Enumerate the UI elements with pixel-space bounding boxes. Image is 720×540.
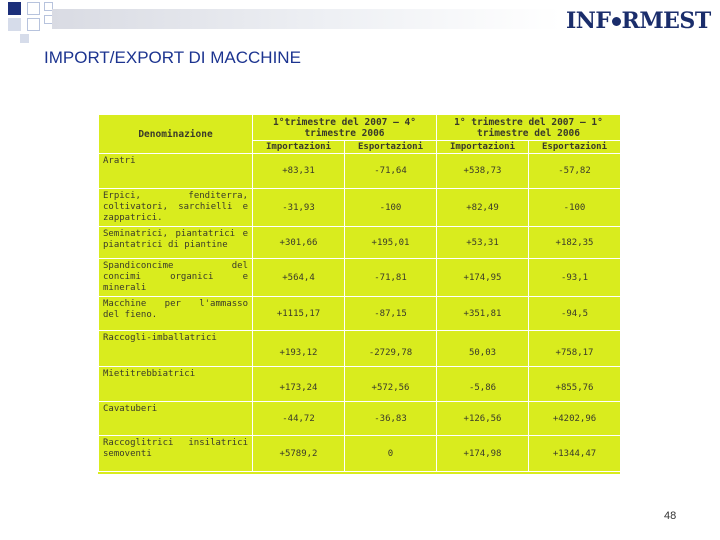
value-cell: +182,35 xyxy=(529,227,621,259)
value-cell: +53,31 xyxy=(437,227,529,259)
page-number: 48 xyxy=(664,510,677,522)
value-cell: +193,12 xyxy=(253,331,345,367)
value-cell: -2729,78 xyxy=(345,331,437,367)
value-cell: -100 xyxy=(345,189,437,227)
value-cell: +83,31 xyxy=(253,154,345,189)
denominazione-line: Aratri xyxy=(103,156,136,166)
row-denominazione xyxy=(99,297,253,331)
table-row xyxy=(99,402,621,436)
value-cell: +126,56 xyxy=(437,402,529,436)
decor-square xyxy=(8,18,21,31)
row-denominazione xyxy=(99,259,253,297)
header-importazioni: Importazioni xyxy=(437,141,529,154)
decor-square xyxy=(27,2,40,15)
value-cell: +4202,96 xyxy=(529,402,621,436)
row-denominazione xyxy=(99,227,253,259)
header-bar xyxy=(52,9,561,29)
row-denominazione xyxy=(99,436,253,472)
value-cell: +173,24 xyxy=(253,367,345,402)
table-row xyxy=(99,259,621,297)
value-cell: +195,01 xyxy=(345,227,437,259)
value-cell: -57,82 xyxy=(529,154,621,189)
value-cell: +855,76 xyxy=(529,367,621,402)
denominazione-line: Erpici, fenditerra, xyxy=(103,191,248,201)
row-denominazione xyxy=(99,154,253,189)
value-cell: 0 xyxy=(345,436,437,472)
value-cell: -31,93 xyxy=(253,189,345,227)
denominazione-line: piantatrici di piantine xyxy=(103,240,228,250)
value-cell: +564,4 xyxy=(253,259,345,297)
table-row xyxy=(99,331,621,367)
decor-square xyxy=(27,18,40,31)
value-cell: +301,66 xyxy=(253,227,345,259)
header-period-2: 1° trimestre del 2007 – 1° trimestre del 2006 xyxy=(437,115,621,141)
value-cell: -71,64 xyxy=(345,154,437,189)
value-cell: -100 xyxy=(529,189,621,227)
value-cell: +758,17 xyxy=(529,331,621,367)
slide-title: IMPORT/EXPORT DI MACCHINE xyxy=(44,48,301,67)
header-period-1: 1°trimestre del 2007 – 4° trimestre 2006 xyxy=(253,115,437,141)
value-cell: -71,81 xyxy=(345,259,437,297)
denominazione-line: zappatrici. xyxy=(103,213,163,223)
globe-icon xyxy=(612,17,621,26)
row-denominazione xyxy=(99,367,253,402)
denominazione-line: coltivatori, sarchielli e xyxy=(103,202,248,212)
header-denominazione: Denominazione xyxy=(99,115,253,154)
value-cell: -36,83 xyxy=(345,402,437,436)
value-cell: +174,98 xyxy=(437,436,529,472)
header-esportazioni: Esportazioni xyxy=(529,141,621,154)
table-row xyxy=(99,297,621,331)
decor-square xyxy=(20,34,29,43)
denominazione-line: Raccogli-imballatrici xyxy=(103,333,217,343)
denominazione-line: concimi organici e xyxy=(103,272,248,282)
header-esportazioni: Esportazioni xyxy=(345,141,437,154)
denominazione-line: del fieno. xyxy=(103,310,158,320)
value-cell: +538,73 xyxy=(437,154,529,189)
denominazione-line: Macchine per l'ammasso xyxy=(103,299,248,309)
table-row xyxy=(99,154,621,189)
denominazione-line: Spandiconcime del xyxy=(103,261,248,271)
value-cell: -93,1 xyxy=(529,259,621,297)
value-cell: +174,95 xyxy=(437,259,529,297)
denominazione-line: Raccoglitrici insilatrici xyxy=(103,438,248,448)
value-cell: +1115,17 xyxy=(253,297,345,331)
value-cell: +572,56 xyxy=(345,367,437,402)
value-cell: +351,81 xyxy=(437,297,529,331)
data-table-container xyxy=(98,114,620,474)
value-cell: -44,72 xyxy=(253,402,345,436)
row-denominazione xyxy=(99,402,253,436)
value-cell: +1344,47 xyxy=(529,436,621,472)
denominazione-line: semoventi xyxy=(103,449,152,459)
header-importazioni: Importazioni xyxy=(253,141,345,154)
logo-text-right: RMEST xyxy=(621,8,711,34)
denominazione-line: minerali xyxy=(103,283,147,293)
denominazione-line: Cavatuberi xyxy=(103,404,158,414)
logo-text-left: INF xyxy=(566,8,611,34)
table-row xyxy=(99,367,621,402)
decor-square xyxy=(8,2,21,15)
table-row xyxy=(99,227,621,259)
value-cell: +5789,2 xyxy=(253,436,345,472)
informest-logo xyxy=(566,8,711,34)
value-cell: +82,49 xyxy=(437,189,529,227)
table-row xyxy=(99,436,621,472)
value-cell: -5,86 xyxy=(437,367,529,402)
table-row xyxy=(99,189,621,227)
row-denominazione xyxy=(99,189,253,227)
row-denominazione xyxy=(99,331,253,367)
denominazione-line: Mietitrebbiatrici xyxy=(103,369,196,379)
import-export-table xyxy=(98,114,621,472)
value-cell: -94,5 xyxy=(529,297,621,331)
denominazione-line: Seminatrici, piantatrici e xyxy=(103,229,248,239)
value-cell: -87,15 xyxy=(345,297,437,331)
value-cell: 50,03 xyxy=(437,331,529,367)
